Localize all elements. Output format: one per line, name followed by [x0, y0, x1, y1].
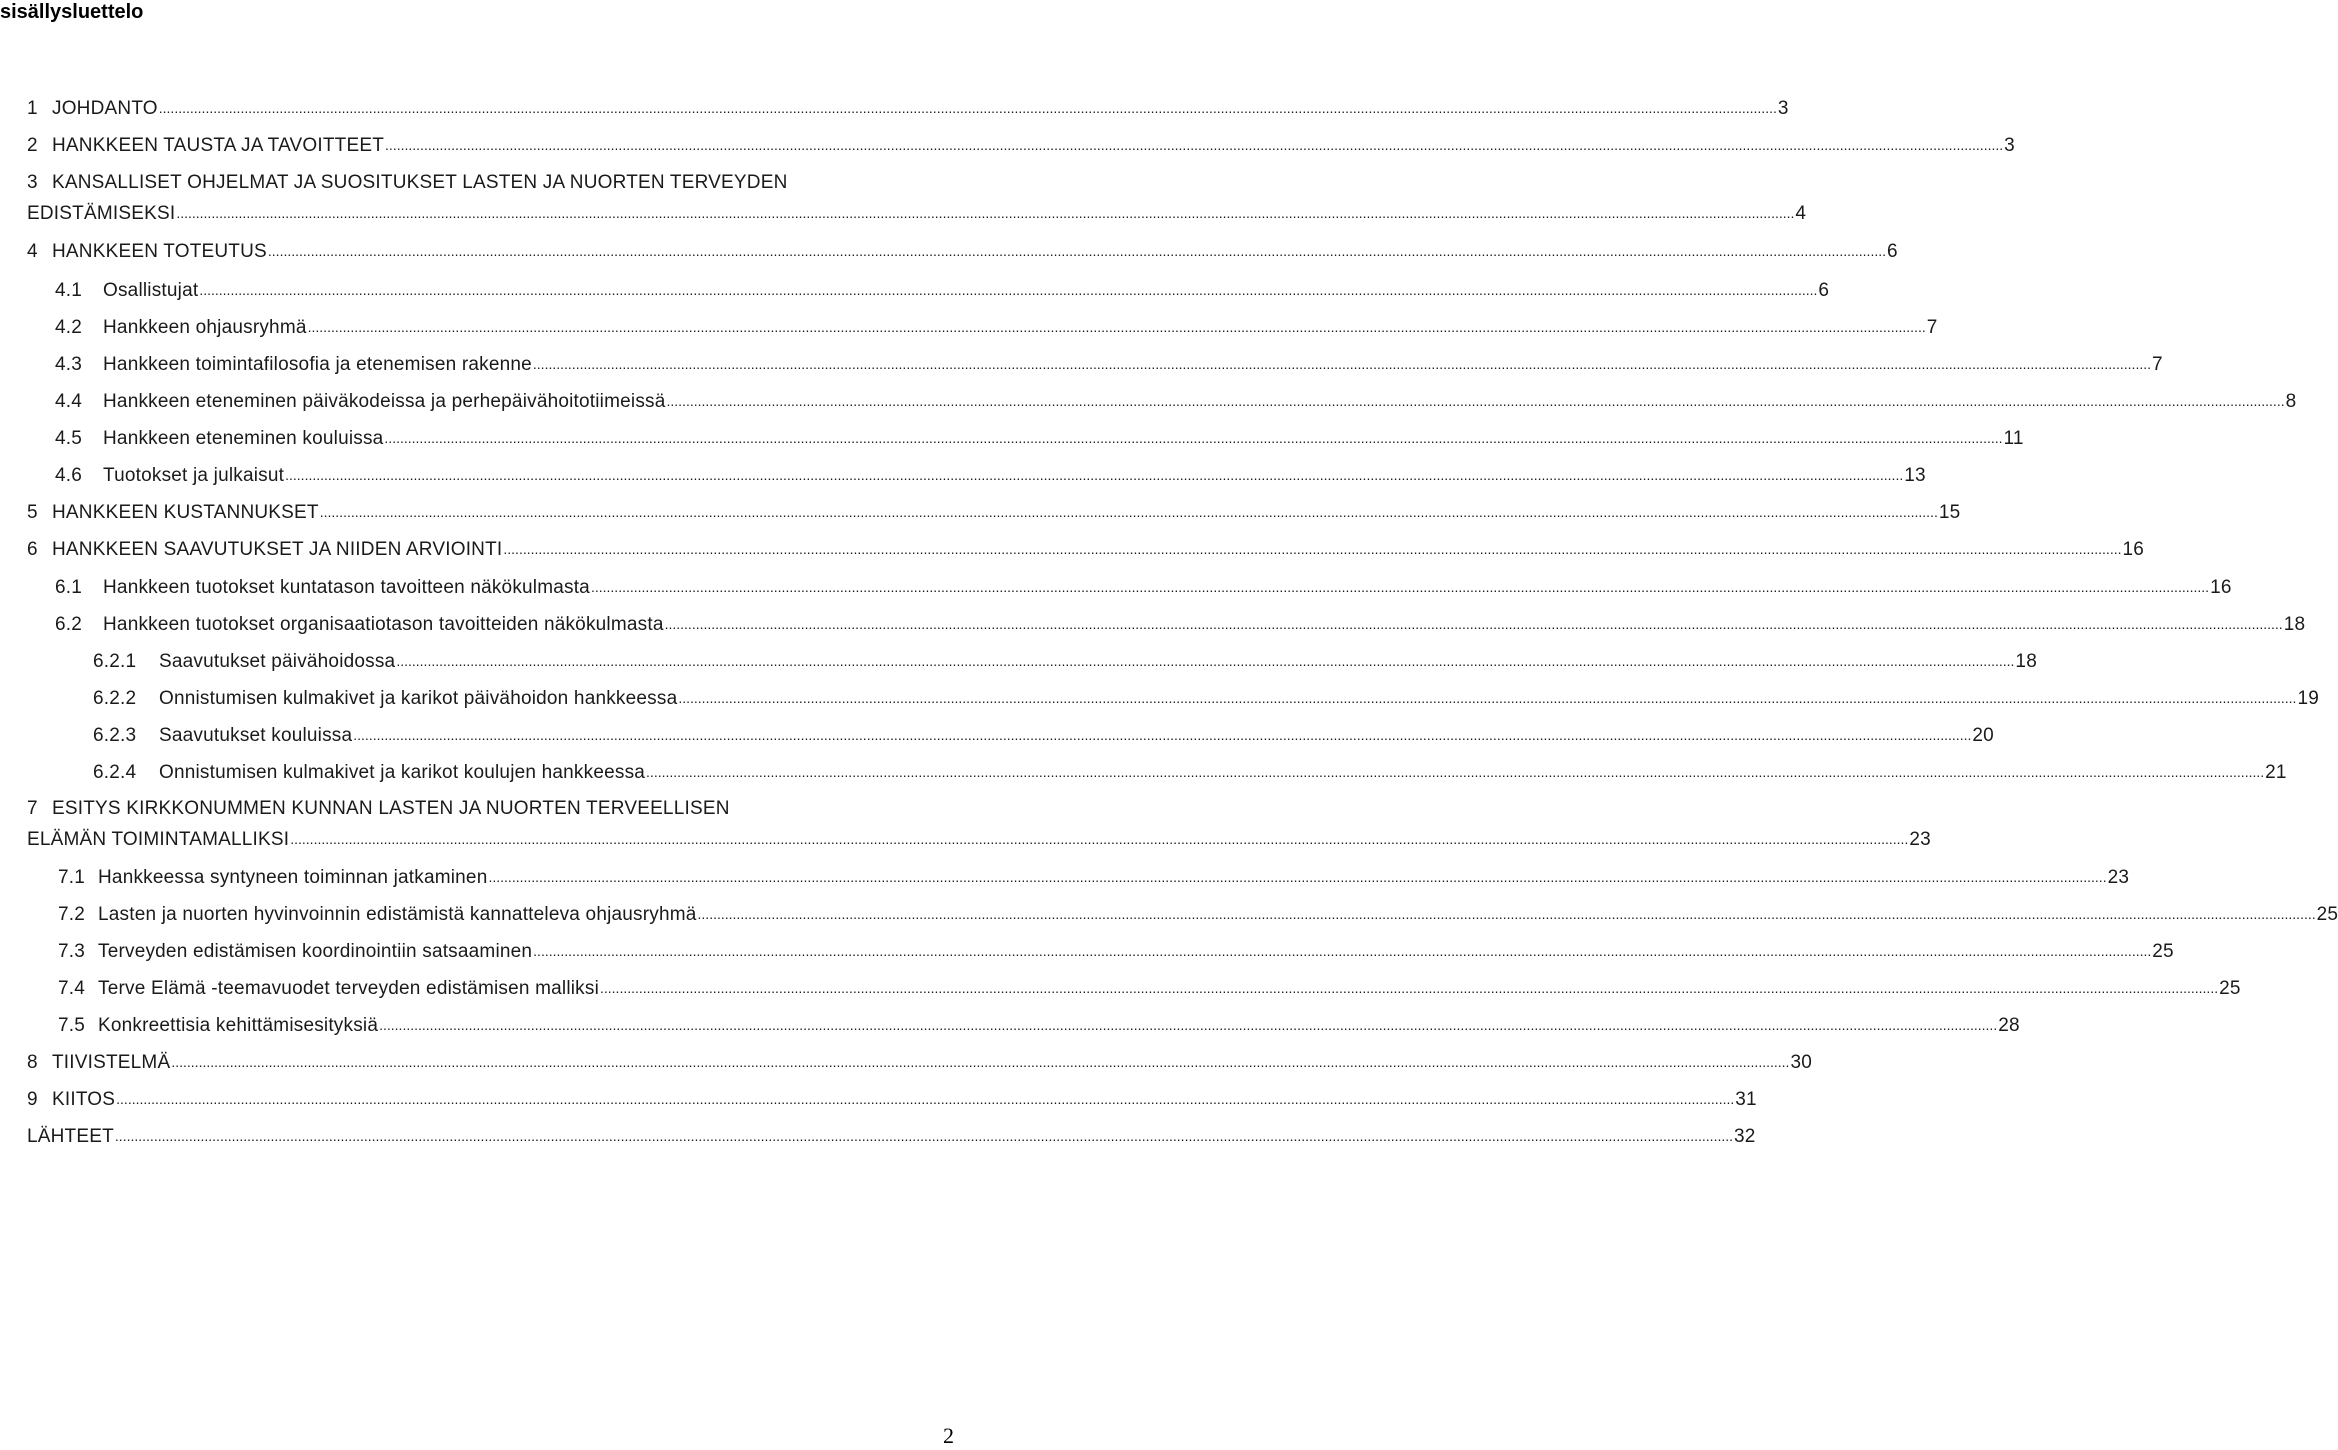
- toc-entry-title: HANKKEEN SAAVUTUKSET JA NIIDEN ARVIOINTI: [52, 539, 503, 560]
- toc-entry-number: 7: [27, 798, 38, 819]
- toc-leader: [600, 976, 2218, 1000]
- toc-entry-number: 4: [27, 241, 38, 262]
- toc-entry[interactable]: [27, 202, 1807, 226]
- toc-entry[interactable]: [27, 97, 1789, 121]
- toc-entry-number: 8: [27, 1052, 38, 1073]
- toc-entry-page: 7: [2152, 354, 2163, 375]
- toc-entry[interactable]: [55, 279, 1830, 303]
- toc-leader: [353, 723, 1971, 747]
- toc-entry-page: 25: [2316, 904, 2338, 925]
- toc-entry-number: 7.5: [58, 1015, 86, 1036]
- toc-leader: [290, 827, 1908, 851]
- toc-entry-page: 18: [2283, 614, 2306, 635]
- toc-entry-page: 25: [2152, 941, 2174, 962]
- toc-leader: [159, 96, 1777, 120]
- toc-entry-page: 16: [2122, 539, 2145, 560]
- toc-entry-page: 32: [1734, 1126, 1756, 1147]
- toc-entry-title: Saavutukset kouluissa: [159, 725, 353, 746]
- toc-entry[interactable]: [55, 613, 2306, 637]
- toc-entry-page: 6: [1887, 241, 1898, 262]
- toc-leader: [667, 389, 2285, 413]
- toc-entry-wrapped-line[interactable]: [27, 171, 788, 195]
- toc-entry[interactable]: [93, 650, 2037, 674]
- toc-entry-number: 4.6: [55, 465, 83, 486]
- toc-leader: [199, 278, 1817, 302]
- toc-entry[interactable]: [27, 1088, 1757, 1112]
- toc-entry-number: 4.5: [55, 428, 83, 449]
- toc-leader: [384, 426, 2002, 450]
- toc-entry-title: Terveyden edistämisen koordinointiin satsaaminen: [98, 941, 533, 962]
- toc-entry-number: 5: [27, 502, 38, 523]
- toc-entry-page: 30: [1790, 1052, 1812, 1073]
- toc-entry-page: 21: [2265, 762, 2287, 783]
- toc-entry-number: 7.4: [58, 978, 86, 999]
- toc-entry[interactable]: [27, 538, 2145, 562]
- toc-entry-number: 6.1: [55, 577, 83, 598]
- toc-leader: [379, 1013, 1997, 1037]
- toc-leader: [171, 1050, 1789, 1074]
- toc-leader: [116, 1087, 1734, 1111]
- toc-entry-page: 3: [2004, 135, 2015, 156]
- toc-entry-number: 6.2: [55, 614, 83, 635]
- toc-leader: [396, 649, 2014, 673]
- toc-entry-title: KANSALLISET OHJELMAT JA SUOSITUKSET LASTEN JA NUORTEN TERVEYDEN: [52, 172, 788, 193]
- toc-entry[interactable]: [58, 977, 2241, 1001]
- toc-entry[interactable]: [27, 134, 2015, 158]
- toc-entry-number: 4.2: [55, 317, 83, 338]
- toc-leader: [176, 201, 1794, 225]
- toc-entry-number: 4.3: [55, 354, 83, 375]
- toc-leader: [385, 133, 2003, 157]
- toc-entry-title: Tuotokset ja julkaisut: [103, 465, 285, 486]
- toc-entry-number: 7.3: [58, 941, 86, 962]
- toc-entry[interactable]: [55, 316, 1938, 340]
- toc-entry-number: 7.1: [58, 867, 86, 888]
- toc-entry-number: 9: [27, 1089, 38, 1110]
- toc-entry-title: Hankkeen tuotokset kuntatason tavoitteen näkökulmasta: [103, 577, 590, 598]
- toc-leader: [488, 865, 2106, 889]
- toc-entry-title: HANKKEEN TOTEUTUS: [52, 241, 267, 262]
- toc-entry-title: HANKKEEN TAUSTA JA TAVOITTEET: [52, 135, 385, 156]
- toc-leader: [285, 463, 1903, 487]
- toc-entry[interactable]: [55, 427, 2024, 451]
- toc-entry[interactable]: [93, 761, 2287, 785]
- toc-leader: [320, 500, 1938, 524]
- toc-entry-number: 2: [27, 135, 38, 156]
- toc-entry-number: 6.2.4: [93, 762, 137, 783]
- toc-entry-title: Saavutukset päivähoidossa: [159, 651, 396, 672]
- toc-entry-number: 4.4: [55, 391, 83, 412]
- toc-entry-title: LÄHTEET: [27, 1126, 114, 1147]
- toc-entry-page: 23: [2107, 867, 2130, 888]
- toc-entry-wrapped-line[interactable]: [27, 797, 730, 821]
- toc-entry-title: Hankkeen tuotokset organisaatiotason tavoitteiden näkökulmasta: [103, 614, 664, 635]
- toc-leader: [533, 939, 2151, 963]
- toc-leader: [115, 1124, 1733, 1148]
- toc-entry-page: 18: [2015, 651, 2037, 672]
- toc-entry[interactable]: [55, 464, 1926, 488]
- toc-entry[interactable]: [27, 1051, 1812, 1075]
- toc-entry-number: 6.2.3: [93, 725, 137, 746]
- toc-entry-title: Osallistujat: [103, 280, 199, 301]
- toc-leader: [533, 352, 2151, 376]
- toc-entry-title: ELÄMÄN TOIMINTAMALLIKSI: [27, 829, 290, 850]
- toc-entry-number: 1: [27, 98, 38, 119]
- toc-entry[interactable]: [58, 866, 2130, 890]
- toc-entry[interactable]: [27, 828, 1931, 852]
- toc-entry-page: 8: [2285, 391, 2297, 412]
- toc-entry[interactable]: [93, 724, 1994, 748]
- toc-leader: [268, 239, 1886, 263]
- toc-entry-page: 31: [1735, 1089, 1757, 1110]
- toc-entry-number: 7.2: [58, 904, 86, 925]
- toc-entry-number: 6: [27, 539, 38, 560]
- toc-leader: [503, 537, 2121, 561]
- toc-entry-page: 13: [1904, 465, 1926, 486]
- toc-entry-title: Hankkeen eteneminen kouluissa: [103, 428, 384, 449]
- toc-entry-title: TIIVISTELMÄ: [52, 1052, 171, 1073]
- toc-entry-title: Konkreettisia kehittämisesityksiä: [98, 1015, 379, 1036]
- toc-entry-page: 19: [2297, 688, 2319, 709]
- toc-entry[interactable]: [55, 576, 2232, 600]
- toc-entry-title: EDISTÄMISEKSI: [27, 203, 176, 224]
- toc-entry[interactable]: [27, 501, 1961, 525]
- toc-entry[interactable]: [55, 353, 2163, 377]
- toc-entry-title: Terve Elämä -teemavuodet terveyden edistämisen malliksi: [98, 978, 599, 999]
- toc-leader: [646, 760, 2264, 784]
- toc-entry-title: Hankkeen toimintafilosofia ja etenemisen rakenne: [103, 354, 532, 375]
- toc-entry-title: Hankkeessa syntyneen toiminnan jatkaminen: [98, 867, 488, 888]
- toc-entry-page: 3: [1777, 98, 1789, 119]
- toc-entry[interactable]: [93, 687, 2319, 711]
- page-title: sisällysluettelo: [0, 1, 144, 23]
- toc-entry-page: 11: [2003, 428, 2024, 449]
- toc-entry[interactable]: [58, 1014, 2020, 1038]
- toc-entry-title: HANKKEEN KUSTANNUKSET: [52, 502, 319, 523]
- page-number: 2: [943, 1423, 954, 1448]
- toc-entry-title: ESITYS KIRKKONUMMEN KUNNAN LASTEN JA NUORTEN TERVEELLISEN: [52, 798, 730, 819]
- toc-entry-title: Onnistumisen kulmakivet ja karikot koulujen hankkeessa: [159, 762, 646, 783]
- toc-entry-page: 15: [1938, 502, 1961, 523]
- toc-entry-title: Hankkeen eteneminen päiväkodeissa ja perhepäivähoitotiimeissä: [103, 391, 666, 412]
- toc-entry-number: 6.2.1: [93, 651, 137, 672]
- toc-entry[interactable]: [27, 240, 1898, 264]
- toc-leader: [678, 686, 2296, 710]
- toc-entry-title: KIITOS: [52, 1089, 116, 1110]
- toc-entry-page: 4: [1795, 203, 1807, 224]
- toc-entry-title: JOHDANTO: [52, 98, 158, 119]
- toc-entry-number: 6.2.2: [93, 688, 137, 709]
- toc-entry-number: 4.1: [55, 280, 83, 301]
- toc-entry-page: 7: [1926, 317, 1938, 338]
- toc-entry-page: 25: [2219, 978, 2241, 999]
- toc-leader: [665, 612, 2283, 636]
- toc-entry-page: 16: [2210, 577, 2232, 598]
- toc-entry[interactable]: [27, 1125, 1756, 1149]
- toc-entry-page: 23: [1909, 829, 1931, 850]
- toc-entry-title: Lasten ja nuorten hyvinvoinnin edistämistä kannatteleva ohjausryhmä: [98, 904, 697, 925]
- toc-entry[interactable]: [58, 940, 2174, 964]
- toc-leader: [698, 902, 2316, 926]
- toc-leader: [591, 575, 2209, 599]
- toc-entry-page: 6: [1818, 280, 1830, 301]
- toc-entry[interactable]: [55, 390, 2297, 414]
- toc-entry-title: Hankkeen ohjausryhmä: [103, 317, 307, 338]
- toc-entry-number: 3: [27, 172, 38, 193]
- toc-entry-page: 20: [1972, 725, 1994, 746]
- toc-leader: [308, 315, 1926, 339]
- toc-entry-title: Onnistumisen kulmakivet ja karikot päivähoidon hankkeessa: [159, 688, 678, 709]
- toc-entry[interactable]: [58, 903, 2338, 927]
- toc-entry-page: 28: [1998, 1015, 2020, 1036]
